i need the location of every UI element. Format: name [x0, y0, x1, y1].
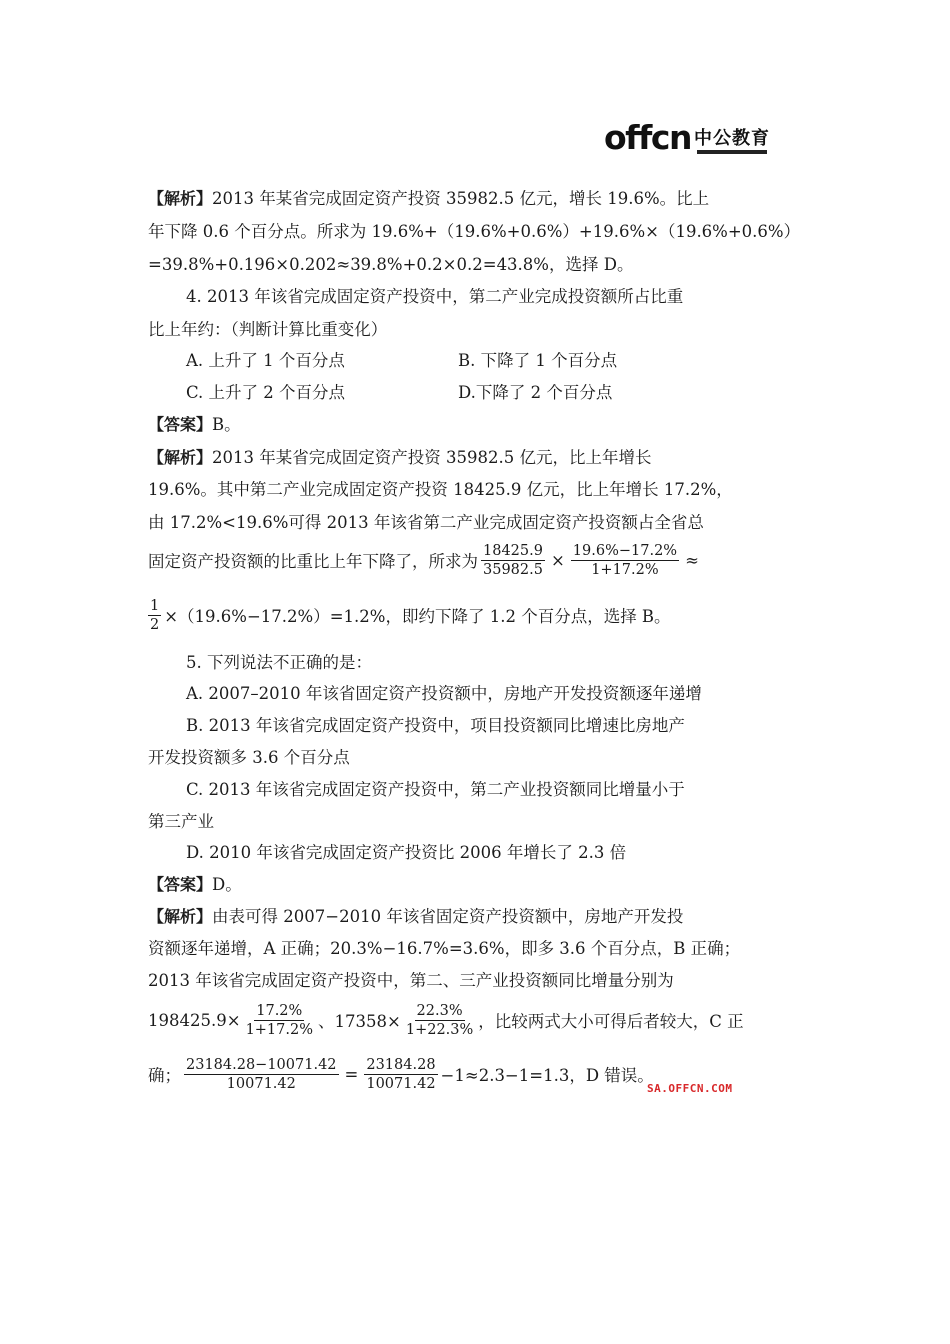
- q4-option-c: C. 上升了 2 个百分点: [186, 383, 346, 402]
- explanation-label: 【解析】: [148, 447, 213, 467]
- text: 2013 年某省完成固定资产投资 35982.5 亿元，增长 19.6%。比上: [212, 189, 710, 208]
- q5-option-c-line-1: C. 2013 年该省完成固定资产投资中，第二产业投资额同比增量小于: [186, 780, 685, 799]
- q4-explanation-line-2: 19.6%。其中第二产业完成固定资产投资 18425.9 亿元，比上年增长 17.2%，: [148, 480, 733, 499]
- denominator: 1+17.2%: [591, 561, 659, 578]
- q4-option-d: D.下降了 2 个百分点: [458, 383, 613, 402]
- numerator: 23184.28: [366, 1056, 436, 1073]
- numerator: 23184.28−10071.42: [186, 1056, 337, 1073]
- answer-value: D。: [212, 875, 242, 894]
- q5-explanation-line-3: 2013 年该省完成固定资产投资中，第二、三产业投资额同比增量分别为: [148, 971, 674, 990]
- q5-option-b-line-2: 开发投资额多 3.6 个百分点: [148, 748, 350, 767]
- q5-stem: 5. 下列说法不正确的是：: [186, 653, 372, 672]
- q4-option-b: B. 下降了 1 个百分点: [458, 351, 618, 370]
- prev-explanation-line-1: [148, 182, 709, 212]
- q4-explanation-line-1: [148, 441, 651, 471]
- text: 固定资产投资额的比重比上年下降了，所求为: [148, 552, 478, 571]
- operator: ×: [550, 550, 565, 570]
- q5-explanation-line-4: [148, 998, 744, 1042]
- prev-explanation-line-2: 年下降 0.6 个百分点。所求为 19.6%+（19.6%+0.6%）+19.6%×（19.6%+0.6%）: [148, 222, 801, 241]
- numerator: 17.2%: [256, 1002, 303, 1019]
- prev-explanation-line-3: =39.8%+0.196×0.202≈39.8%+0.2×0.2=43.8%，选择 D。: [148, 255, 634, 274]
- q4-answer: [148, 408, 241, 438]
- answer-label: 【答案】: [148, 414, 213, 434]
- denominator: 1+17.2%: [245, 1021, 314, 1038]
- logo-chinese-block: [694, 129, 770, 154]
- text: ，比较两式大小可得后者较大，C 正: [478, 1012, 744, 1031]
- q4-explanation-line-4: [148, 538, 702, 582]
- site-watermark: SA.OFFCN.COM: [647, 1082, 733, 1095]
- numerator: 19.6%−17.2%: [572, 542, 678, 559]
- q5-answer: [148, 868, 242, 898]
- numerator: 22.3%: [416, 1002, 463, 1019]
- fraction: [148, 597, 161, 634]
- text: 2013 年某省完成固定资产投资 35982.5 亿元，比上年增长: [212, 448, 652, 467]
- fraction: [364, 1056, 437, 1093]
- q5-option-a: A. 2007–2010 年该省固定资产投资额中，房地产开发投资额逐年递增: [186, 684, 702, 703]
- numerator: 1: [150, 597, 160, 614]
- text: 确；: [148, 1066, 181, 1085]
- q5-explanation-line-1: [148, 900, 683, 930]
- numerator: 18425.9: [483, 542, 543, 559]
- explanation-label: 【解析】: [148, 188, 213, 208]
- fraction: [404, 1002, 475, 1039]
- q4-explanation-line-5: [148, 593, 671, 637]
- q5-option-b-line-1: B. 2013 年该省完成固定资产投资中，项目投资额同比增速比房地产: [186, 716, 685, 735]
- text: 198425.9×: [148, 1010, 241, 1030]
- text: 、17358×: [318, 1012, 401, 1031]
- text: 由表可得 2007−2010 年该省固定资产投资额中，房地产开发投: [212, 907, 684, 926]
- operator: =: [344, 1064, 359, 1084]
- logo-wordmark: offcn: [604, 118, 691, 157]
- q5-option-d: D. 2010 年该省完成固定资产投资比 2006 年增长了 2.3 倍: [186, 843, 627, 862]
- fraction: [244, 1002, 315, 1039]
- q5-option-c-line-2: 第三产业: [148, 812, 214, 831]
- q5-explanation-line-5: [148, 1052, 654, 1096]
- text: ×（19.6%−17.2%）=1.2%，即约下降了 1.2 个百分点，选择 B。: [164, 607, 671, 626]
- denominator: 2: [150, 616, 160, 633]
- denominator: 10071.42: [366, 1075, 436, 1092]
- denominator: 35982.5: [483, 561, 543, 578]
- answer-value: B。: [212, 415, 241, 434]
- denominator: 1+22.3%: [405, 1021, 474, 1038]
- logo-chinese-name: 中公教育: [693, 128, 770, 149]
- text: −1≈2.3−1=1.3，D 错误。: [440, 1066, 654, 1085]
- answer-label: 【答案】: [148, 874, 213, 894]
- logo-underline: [697, 150, 767, 154]
- operator: ≈: [685, 550, 699, 570]
- fraction: [571, 542, 679, 579]
- explanation-label: 【解析】: [148, 906, 213, 926]
- q4-stem-line-2: 比上年约：（判断计算比重变化）: [148, 320, 388, 339]
- q4-option-a: A. 上升了 1 个百分点: [186, 351, 345, 370]
- fraction: [184, 1056, 339, 1093]
- denominator: 10071.42: [226, 1075, 296, 1092]
- q5-explanation-line-2: 资额逐年递增，A 正确；20.3%−16.7%=3.6%，即多 3.6 个百分点，B 正确；: [148, 939, 741, 958]
- q4-explanation-line-3: 由 17.2%<19.6%可得 2013 年该省第二产业完成固定资产投资额占全省总: [148, 513, 704, 532]
- q4-stem-line-1: 4. 2013 年该省完成固定资产投资中，第二产业完成投资额所占比重: [186, 287, 684, 306]
- offcn-logo: [604, 118, 770, 157]
- fraction: [481, 542, 545, 579]
